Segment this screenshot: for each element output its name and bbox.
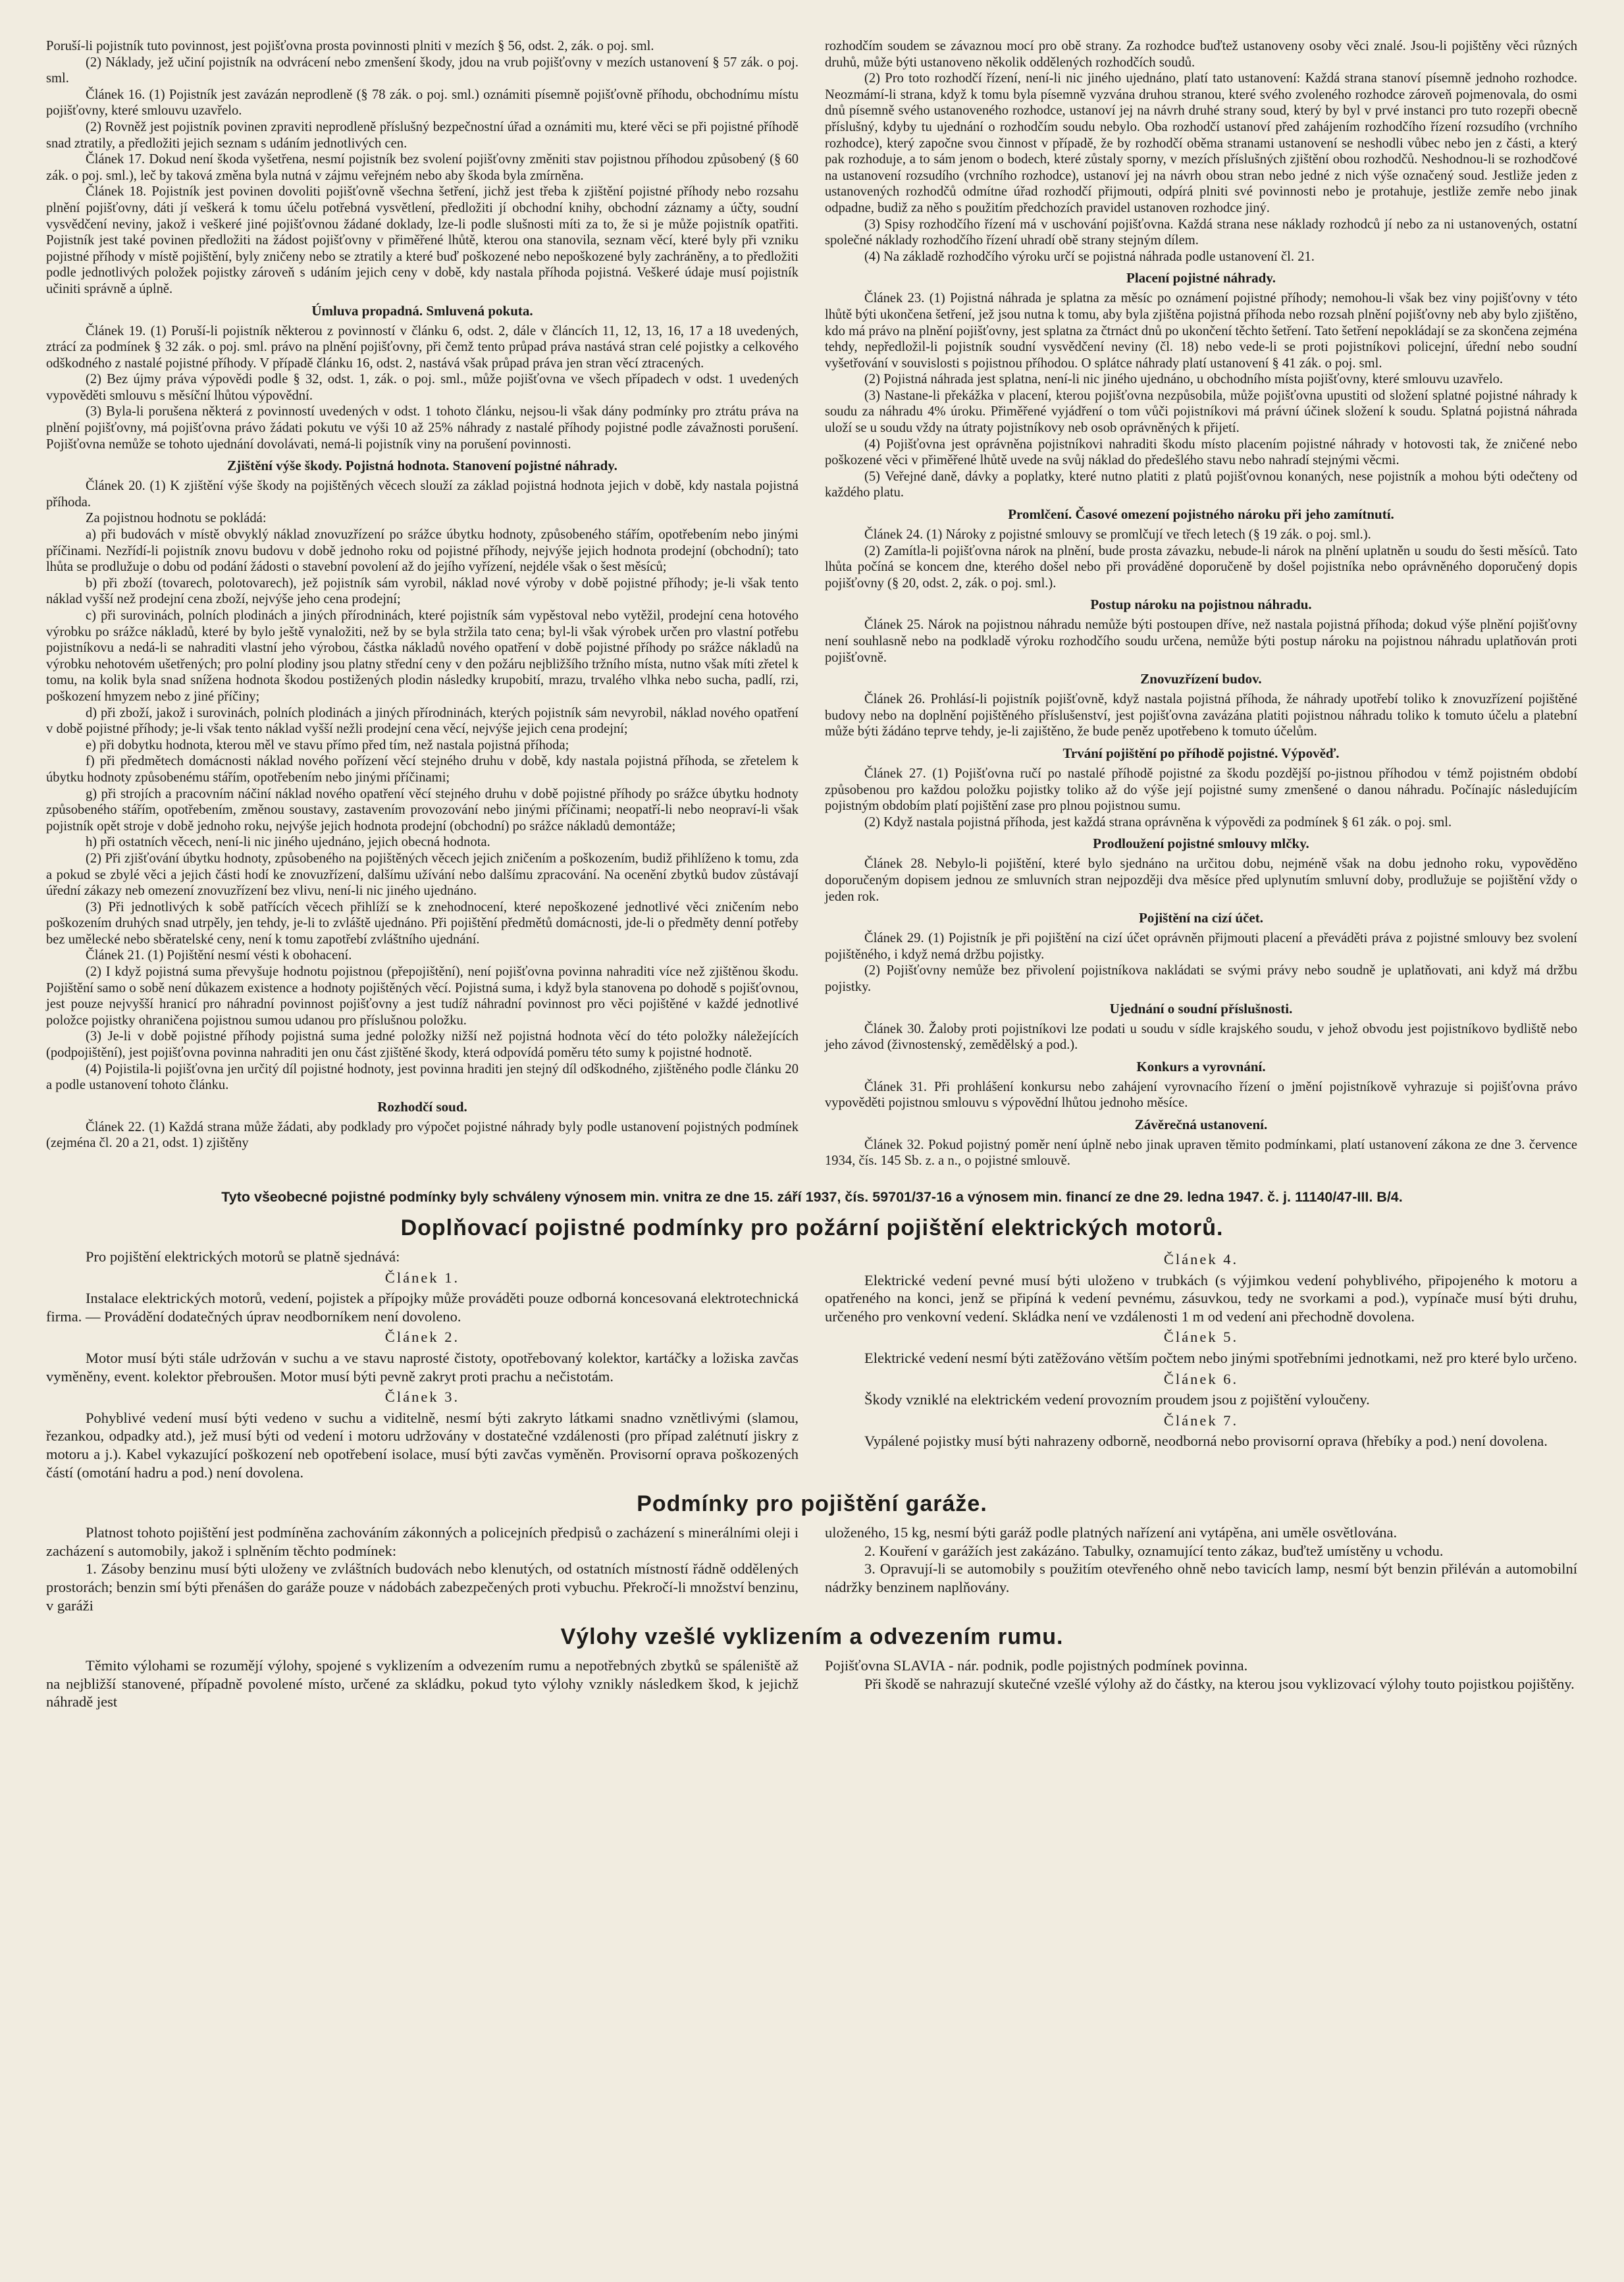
motors-left-column xyxy=(46,1248,799,1481)
paragraph: (2) Pojišťovny nemůže bez přivolení pojistníkova nakládati se svými právy nebo soudně je uplatňovati, ani když má držbu pojistky. xyxy=(825,963,1577,994)
article-heading: Článek 5. xyxy=(1163,1329,1239,1346)
paragraph: Škody vzniklé na elektrickém vedení provozním proudem jsou z pojištění vyloučeny. xyxy=(864,1391,1370,1408)
paragraph: Článek 26. Prohlásí-li pojistník pojišťovně, když nastala pojistná příhoda, že náhrady upotřebí toliko k znovuzřízení pojištěné budovy nebo na doplnění pojištěného příslušenství, jest pojišťovna zavázána platiti pojistnou náhradu toliko k tomuto účelu a platební může býti žádáno teprve tehdy, je-li zajištěno, že bude peněz upotřebeno k tomuto účelům. xyxy=(825,692,1577,739)
paragraph: g) při strojích a pracovním náčiní náklad nového opatření věcí stejného druhu v době pojistné příhody po srážce úbytku hodnoty způsobeného stářím, opotřebením, změnou soustavy, zastavením provozování nebo jinými příčinami; neopatří-li nebo neopraví-li však pojistník opět stroje v době jednoho roku, nejvýše jejich hodnota prodejní (obchodní) po srážce nákladů demontáže; xyxy=(46,786,799,834)
motors-right-column xyxy=(825,1248,1577,1481)
paragraph: Při škodě se nahrazují skutečné vzešlé výlohy až do částky, na kterou jsou vyklizovací výlohy touto pojistkou pojištěny. xyxy=(864,1675,1575,1692)
section-garages xyxy=(46,1491,1578,1614)
paragraph: Poruší-li pojistník tuto povinnost, jest pojišťovna prosta povinnosti plniti v mezích § 56, odst. 2, zák. o poj. sml. xyxy=(46,39,654,53)
section-heading: Pojištění na cizí účet. xyxy=(1139,910,1263,926)
left-column xyxy=(46,38,799,1169)
paragraph: 2. Kouření v garážích jest zakázáno. Tabulky, oznamující tento zákaz, buďtež umístěny u vchodu. xyxy=(864,1542,1444,1559)
paragraph: Článek 27. (1) Pojišťovna ručí po nastalé příhodě pojistné za škodu pozdější po-jistnou příhodou v témž pojistném období způsobenou pro každou položku pojistky toliko až do výše její pojistné sumy zmenšené o danou náhradu. Počínajíc následujícím pojistným obdobím platí pojištění zase pro plnou pojistnou sumu. xyxy=(825,766,1577,814)
paragraph: (2) Zamítla-li pojišťovna nárok na plnění, bude prosta závazku, nebude-li nárok na plnění uplatněn u soudu do šesti měsíců. Tato lhůta počíná se koncem dne, kterého došel nebo při prováděné doporučeně by došel pojistníka nebo oprávněného doporučený dopis pojišťovny (§ 20, odst. 2, zák. o poj. sml.). xyxy=(825,543,1577,591)
paragraph: rozhodčím soudem se závaznou mocí pro obě strany. Za rozhodce buďtež ustanoveny osoby věci znalé. Jsou-li pojištěny věci různých druhů, může býti ustanoveno několik oddělených rozhodčích soudů. xyxy=(825,39,1577,70)
article-heading: Článek 6. xyxy=(1163,1370,1239,1387)
section-debris-removal xyxy=(46,1624,1578,1711)
paragraph: (5) Veřejné daně, dávky a poplatky, které nutno platiti z platů pojišťovnou konaných, nese pojistník a mohou býti odečteny od každého platu. xyxy=(825,469,1577,500)
paragraph: f) při předmětech domácnosti náklad nového pořízení věcí stejného druhu v době, kdy nastala pojistná příhoda, se zřetelem k úbytku hodnoty způsobenému stářím, opotřebením nebo jinými příčinami; xyxy=(46,754,799,785)
paragraph: (3) Spisy rozhodčího řízení má v uschování pojišťovna. Každá strana nese náklady rozhodců jí nebo za ni ustanovených, ostatní společné náklady rozhodčího řízení uhradí obě strany stejným dílem. xyxy=(825,217,1577,248)
paragraph: 1. Zásoby benzinu musí býti uloženy ve zvláštních budovách nebo klenutých, od ostatních místností řádně oddělených prostorách; benzin smí býti přenášen do garáže pouze v nádobách zabezpečených proti vybuchu. Překročí-li množství benzinu, v garáži xyxy=(46,1560,799,1614)
article-heading: Článek 1. xyxy=(384,1269,460,1286)
section-heading: Zjištění výše škody. Pojistná hodnota. Stanovení pojistné náhrady. xyxy=(227,458,617,474)
paragraph: Vypálené pojistky musí býti nahrazeny odborně, neodborná nebo provisorní oprava (hřebíky a pod.) není dovolena. xyxy=(864,1433,1548,1450)
garages-left-column xyxy=(46,1524,799,1614)
article-heading: Článek 7. xyxy=(1163,1412,1239,1429)
paragraph: (3) Byla-li porušena některá z povinností uvedených v odst. 1 tohoto článku, nejsou-li však dány podmínky pro ztrátu práva na plnění pojišťovny, má pojišťovna právo žádati pokutu ve výši 10 až 25% náhrady z nastalé příhody pojistné podle závažnosti porušení. Pojišťovna nemůže se tohoto ujednání dovolávati, nemá-li pojistník viny na porušení povinnosti. xyxy=(46,404,799,452)
article-heading: Článek 3. xyxy=(384,1389,460,1406)
paragraph: 3. Opravují-li se automobily s použitím otevřeného ohně nebo tavicích lamp, nesmí být benzin přiléván a automobilní nádržky benzinem naplňovány. xyxy=(825,1560,1577,1595)
paragraph: b) při zboží (tovarech, polotovarech), jež pojistník sám vyrobil, náklad nové výroby v době pojistné příhody; je-li však tento náklad vyšší než prodejní cena zboží, nejvýše jeho cena prodejní; xyxy=(46,575,799,607)
section-heading: Znovuzřízení budov. xyxy=(1140,671,1262,687)
main-columns xyxy=(46,38,1578,1169)
paragraph: Článek 16. (1) Pojistník jest zavázán neprodleně (§ 78 zák. o poj. sml.) oznámiti písemně pojišťovně příhodu, obchodnímu místu pojišťovny, které smlouvu uzavřelo. xyxy=(46,87,799,119)
section-heading: Promlčení. Časové omezení pojistného nároku při jeho zamítnutí. xyxy=(1008,506,1394,523)
paragraph: Pojišťovna SLAVIA - nár. podnik, podle pojistných podmínek povinna. xyxy=(825,1657,1248,1674)
section-heading: Ujednání o soudní příslušnosti. xyxy=(1109,1000,1293,1017)
paragraph: Článek 24. (1) Nároky z pojistné smlouvy se promlčují ve třech letech (§ 19 zák. o poj. sml.). xyxy=(864,527,1371,543)
right-column xyxy=(825,38,1577,1169)
debris-left-column xyxy=(46,1657,799,1711)
debris-right-column xyxy=(825,1657,1577,1711)
paragraph: (3) Při jednotlivých k sobě patřících věcech přihlíží se k znehodnocení, které nepoškozené jednotlivé věci zničením nebo poškozením druhých snad utrpěly, jen tehdy, je-li to zvláště ujednáno. Při pojištění předmětů domácnosti, jde-li o předměty denní potřeby bez umělecké nebo sběratelské ceny, není k tomu zapotřebí zvláštního ujednání. xyxy=(46,899,799,947)
paragraph: Článek 25. Nárok na pojistnou náhradu nemůže býti postoupen dříve, než nastala pojistná příhoda; dokud výše plnění pojišťovny není souhlasně nebo na podkladě výroku rozhodčího soudu určena, nemůže býti postup nároku na pojistnou náhradu uplatňován proti pojišťovně. xyxy=(825,618,1577,665)
paragraph: Elektrické vedení pevné musí býti uloženo v trubkách (s výjimkou vedení pohyblivého, připojeného k motoru a opatřeného na konci, jenž se připíná k vedení pevnému, zásuvkou, tedy ne svorkami a pod.), vypínače musí býti druhu, určeného pro venkovní vedení. Skládka není ve vzdálenosti 1 m od vedení ani přechodně dovolena. xyxy=(825,1271,1577,1325)
paragraph: Instalace elektrických motorů, vedení, pojistek a přípojky může prováděti pouze odborná koncesovaná elektrotechnická firma. — Provádění dodatečných úprav neodborníkem není dovoleno. xyxy=(46,1290,799,1325)
paragraph: (2) Pojistná náhrada jest splatna, není-li nic jiného ujednáno, u obchodního místa pojišťovny, které smlouvu uzavřelo. xyxy=(864,372,1504,387)
article-heading: Článek 4. xyxy=(1163,1251,1239,1268)
paragraph: Pro pojištění elektrických motorů se platně sjednává: xyxy=(86,1248,400,1265)
paragraph: Článek 31. Při prohlášení konkursu nebo zahájení vyrovnacího řízení o jmění pojistníkově vyhrazuje si pojišťovna právo vypověděti pojistnou smlouvu s výpovědní lhůtou jednoho měsíce. xyxy=(825,1079,1577,1111)
paragraph: (4) Na základě rozhodčího výroku určí se pojistná náhrada podle ustanovení čl. 21. xyxy=(864,249,1315,264)
paragraph: Článek 30. Žaloby proti pojistníkovi lze podati u soudu v sídle krajského soudu, v jehož obvodu jest pojistníkovo bydliště nebo jeho závod (živnostenský, zemědělský a pod.). xyxy=(825,1021,1577,1053)
paragraph: Pohyblivé vedení musí býti vedeno v suchu a viditelně, nesmí býti zakryto látkami snadno vznětlivými (slamou, řezankou, odpadky atd.), jež musí býti od vedení i motoru udržovány v dostatečné vzdálenosti (pro případ zalétnutí jiskry z motoru a j.). Kabel vykazující poškození neb opotřebení isolace, musí býti zavčas vyměněn. Provisorní oprava poškozených částí (omotání hadru a pod.) není dovolena. xyxy=(46,1409,799,1481)
paragraph: Článek 32. Pokud pojistný poměr není úplně nebo jinak upraven těmito podmínkami, platí ustanovení zákona ze dne 3. července 1934, čís. 145 Sb. z. a n., o pojistné smlouvě. xyxy=(825,1137,1577,1169)
paragraph: (2) Když nastala pojistná příhoda, jest každá strana oprávněna k výpovědi za podmínek § 61 zák. o poj. sml. xyxy=(864,814,1452,830)
paragraph: Článek 21. (1) Pojištění nesmí vésti k obohacení. xyxy=(86,948,352,963)
paragraph: (4) Pojistila-li pojišťovna jen určitý díl pojistné hodnoty, jest povinna hraditi jen stejný díl odškodného, zjištěného podle článku 20 a podle ustanovení tohoto článku. xyxy=(46,1061,799,1093)
section-heading: Rozhodčí soud. xyxy=(377,1098,467,1115)
section-heading: Konkurs a vyrovnání. xyxy=(1136,1058,1266,1075)
paragraph: Článek 29. (1) Pojistník je při pojištění na cizí účet oprávněn přijmouti placení a převáděti práva z pojistné smlouvy bez svolení pojištěného, i když nemá držbu pojistky. xyxy=(825,931,1577,962)
section-heading: Trvání pojištění po příhodě pojistné. Výpověď. xyxy=(1062,745,1340,761)
section-electric-motors xyxy=(46,1215,1578,1481)
paragraph: (4) Pojišťovna jest oprávněna pojistníkovi nahraditi škodu místo placením pojistné náhrady v hotovosti tak, že zničené nebo poškozené věci v přiměřené lhůtě uvede na svůj náklad do předešlého stavu nebo nahradí stejnými věcmi. xyxy=(825,437,1577,468)
paragraph: c) při surovinách, polních plodinách a jiných přírodninách, které pojistník sám vypěstoval nebo vytěžil, prodejní cena hotového výrobku po srážce nákladů, které by bylo ještě vynaložiti, než by se byla stržila tato cena; byl-li však výrobek určen pro vlastní potřebu pojistníkovu a nedá-li se nahraditi vlastní jeho výrobou, částka nákladů nového opatření v době pojistné příhody po srážce nákladů na výrobku nehotovém ušetřených; pro polní plodiny jsou platny střední ceny v den požáru nejbližšího tržního místa, nutno však míti zřetel k tomu, na kolik byla snad snížena hodnota škodou postižených plodin následky krupobití, mrazu, trvalého vlhka nebo sucha, padlí, rzi, poškození hmyzem nebo z jiné příčiny; xyxy=(46,608,799,704)
paragraph: Článek 17. Dokud není škoda vyšetřena, nesmí pojistník bez svolení pojišťovny změniti stav pojistnou příhodou způsobený (§ 60 zák. o poj. sml.), leč by taková změna byla nutná v zájmu veřejném nebo aby škoda byla zmírněna. xyxy=(46,152,799,183)
paragraph: Článek 19. (1) Poruší-li pojistník některou z povinností v článku 6, odst. 2, dále v článcích 11, 12, 13, 16, 17 a 18 uvedených, ztrácí za podmínek § 32 zák. o poj. sml. právo na plnění pojišťovny, při čemž tento průpad práva nastává stran celé pojistky a celkového odškodného z nastalé pojistné příhody. V případě článku 16, odst. 2, nastává však průpad práva jen stran věcí ztracených. xyxy=(46,323,799,371)
paragraph: Článek 28. Nebylo-li pojištění, které bylo sjednáno na určitou dobu, nejméně však na dobu jednoho roku, vypověděno doporučeným dopisem jednou ze smluvních stran nejpozději dva měsíce před uplynutím smluvní doby, prodlužuje se pojištění vždy o jeden rok. xyxy=(825,857,1577,904)
paragraph: a) při budovách v místě obvyklý náklad znovuzřízení po srážce úbytku hodnoty, způsobeného stářím, opotřebením nebo jinými příčinami. Nezřídí-li pojistník znovu budovu v době jednoho roku od pojistné příhody, nejvýše jejich hodnota prodejní (obchodní); tato lhůta se prodlužuje o dobu od podání žádosti o stavební povolení až do jejího vyřízení, nejdéle však o šest měsíců; xyxy=(46,527,799,575)
paragraph: (2) Rovněž jest pojistník povinen zpraviti neprodleně příslušný bezpečnostní úřad a oznámiti mu, které věci se při pojistné příhodě snad ztratily, a předložiti jejich seznam s udáním jednotlivých cen. xyxy=(46,119,799,151)
section-title-motors: Doplňovací pojistné podmínky pro požární pojištění elektrických motorů. xyxy=(400,1215,1224,1241)
section-heading: Prodloužení pojistné smlouvy mlčky. xyxy=(1093,836,1309,852)
paragraph: Platnost tohoto pojištění jest podmíněna zachováním zákonných a policejních předpisů o zacházení s minerálními oleji i zacházení s automobily, jakož i splněním těchto podmínek: xyxy=(46,1524,799,1559)
paragraph: (2) Náklady, jež učiní pojistník na odvrácení nebo zmenšení škody, jdou na vrub pojišťovny v mezích ustanovení § 57 zák. o poj. sml. xyxy=(46,55,799,86)
paragraph: Článek 18. Pojistník jest povinen dovoliti pojišťovně všechna šetření, jichž jest třeba k zjištění pojistné příhody nebo rozsahu plnění pojišťovny, dáti jí veškerá k tomu účelu potřebná vysvětlení, předložiti jí obchodní knihy, obchodní záznamy a účty, soudní vysvědčení neviny, jakož i veškeré jiné pojišťovnou žádané doklady, lze-li podle slušnosti míti za to, že si je může pojistník opatřiti. Pojistník jest také povinen předložiti na žádost pojišťovny v přiměřené lhůtě, kterou ona stanovila, seznam věcí, které byly při vzniku pojistné příhody v místě pojištění, byly zničeny nebo se ztratily a které buď poškozené nebo nepoškozené byly zachráněny, a to předložiti podle jednotlivých položek pojistky zároveň s udáním jejich ceny v době, kdy nastala příhoda pojistná. Veškeré údaje musí pojistník učiniti správně a úplně. xyxy=(46,184,799,296)
paragraph: Článek 23. (1) Pojistná náhrada je splatna za měsíc po oznámení pojistné příhody; nemohou-li však bez viny pojišťovny v této lhůtě býti ukončena šetření, jež jsou nutna k tomu, aby byla zjištěna pojistná příhoda nebo rozsah plnění pojišťovny neb aby bylo zjištěno, kdo má právo na plnění pojišťovny, jest splatna za čtrnáct dnů po ukončení těchto šetření. Tato šetření nepokládají se za skončena zejména tehdy, nepředložil-li pojistník soudní vysvědčení neviny (čl. 18) nebo vede-li se proti pojistníkovi policejní, úřední nebo soudní vyšetřování v souvislosti s pojistnou příhodou. O splátce náhrady platí ustanovení § 41 zák. o poj. sml. xyxy=(825,291,1577,371)
article-heading: Článek 2. xyxy=(384,1329,460,1346)
paragraph: (2) I když pojistná suma převyšuje hodnotu pojistnou (přepojištění), není pojišťovna povinna nahraditi více než zjištěnou škodu. Pojištění samo o sobě není důkazem existence a hodnoty pojištěných věcí. Pojistná suma, i když byla stanovena po dohodě s pojišťovnou, jest pouze nejvyšší hranicí pro náhradní povinnost pojišťovny a jest tudíž náhradní povinnost pro věci pojištěné v každé jednotlivé položce pojistky ohraničena pojistnou sumou udanou pro příslušnou položku. xyxy=(46,965,799,1028)
paragraph: e) při dobytku hodnota, kterou měl ve stavu přímo před tím, než nastala pojistná příhoda; xyxy=(86,737,569,753)
paragraph: (3) Je-li v době pojistné příhody pojistná suma jedné položky nižší než pojistná hodnota věcí do této položky náležejících (podpojištění), jest pojišťovna povinna nahraditi jen onu část zjištěné škody, která odpovídá poměru této sumy k pojistné hodnotě. xyxy=(46,1029,799,1061)
paragraph: Za pojistnou hodnotu se pokládá: xyxy=(86,511,267,526)
paragraph: d) při zboží, jakož i surovinách, polních plodinách a jiných přírodninách, kterých pojistník sám nevyrobil, náklad nového opatření v době pojistné příhody; je-li však tento náklad vyšší nežli prodejní cena věcí, nejvýše jejich cena prodejní; xyxy=(46,705,799,737)
section-title-garages: Podmínky pro pojištění garáže. xyxy=(637,1491,987,1517)
section-heading: Úmluva propadná. Smluvená pokuta. xyxy=(311,302,533,319)
paragraph: Elektrické vedení nesmí býti zatěžováno větším počtem nebo jinými spotřebními jednotkami, než pro které bylo určeno. xyxy=(864,1350,1577,1367)
paragraph: (2) Pro toto rozhodčí řízení, není-li nic jiného ujednáno, platí tato ustanovení: Každá strana stanoví písemně jednoho rozhodce. Neozmámí-li strana, když k tomu byla písemně vyzvána druhou stranou, které svého zvoleného rozhodce zároveň pojmenovala, do osmi dnů písemně svého ustanoveného rozhodce, ustanoví jej na návrh druhé strany soud, který by byl v prvé instanci pro tuto rozepři obecně příslušný, kdyby tu ujednání o rozhodčím soudu nebylo. Oba rozhodčí ustanoví před zahájením rozhodčího řízení rozsudího (vrchního rozhodce), který započne svou činnost v případě, že by rozhodčí oběma stranami ustanovení se neshodli vůbec nebo jen z části, a který pak rozhoduje, a to sám jenom o bodech, které zůstaly sporny, v mezích příslušných zjištění obou rozhodčů. Neshodnou-li se rozhodčové na ustanovení rozsudího (vrchního rozhodce), ustanoví jej na návrh obou stran nebo jedné z nich výše označený soud. Jestliže jeden z ustanovených rozhodčů odmítne úřad rozhodčí přijmouti, odpírá plniti své povinnosti nebo je protahuje, jestliže zemře nebo jinak odpadne, budiž za něho s použitím předchozích pravidel ustanoven rozhodce jiný. xyxy=(825,71,1577,215)
paragraph: Motor musí býti stále udržován v suchu a ve stavu naprosté čistoty, opotřebovaný kolektor, kartáčky a ložiska zavčas vyměněny, event. kolektor přebroušen. Motor musí býti pevně zakryt proti prachu a nečistotám. xyxy=(46,1350,799,1385)
paragraph: Těmito výlohami se rozumějí výlohy, spojené s vyklizením a odvezením rumu a nepotřebných zbytků se spáleniště až na nejbližší stanovené, případně povolené místo, určené za skládku, pokud tyto výlohy vznikly následkem škod, k jejichž náhradě jest xyxy=(46,1657,799,1711)
paragraph: uloženého, 15 kg, nesmí býti garáž podle platných nařízení ani vytápěna, ani uměle osvětlována. xyxy=(825,1524,1398,1541)
section-title-debris: Výlohy vzešlé vyklizením a odvezením rumu. xyxy=(560,1624,1064,1650)
paragraph: (3) Nastane-li překážka v placení, kterou pojišťovna nezpůsobila, může pojišťovna upustiti od složení splatné pojistné náhrady k soudu za náhradu 4% úroku. Přiměřené vyjádření o tom vůči pojistníkovi má právní účinek složení k soudu. Splatná pojistná náhrada uloží se u soudu vždy na útraty pojistníkovy neb osob oprávněných k přijetí. xyxy=(825,388,1577,436)
paragraph: Článek 22. (1) Každá strana může žádati, aby podklady pro výpočet pojistné náhrady byly podle ustanovení pojistných podmínek (zejména čl. 20 a 21, odst. 1) zjištěny xyxy=(46,1119,799,1151)
paragraph: h) při ostatních věcech, není-li nic jiného ujednáno, jejich obecná hodnota. xyxy=(86,835,490,850)
approval-note: Tyto všeobecné pojistné podmínky byly schváleny výnosem min. vnitra ze dne 15. září 1937, čís. 59701/37-16 a výnosem min. financí ze dne 29. ledna 1947. č. j. 11140/47-III. B/4. xyxy=(221,1189,1403,1206)
section-heading: Závěrečná ustanovení. xyxy=(1134,1116,1268,1132)
garages-right-column xyxy=(825,1524,1577,1614)
paragraph: (2) Bez újmy práva výpovědi podle § 32, odst. 1, zák. o poj. sml., může pojišťovna ve všech případech v odst. 1 uvedených vypověděti smlouvu s měsíční lhůtou výpovědní. xyxy=(46,372,799,403)
paragraph: Článek 20. (1) K zjištění výše škody na pojištěných věcech slouží za základ pojistná hodnota jejich v době, kdy nastala pojistná příhoda. xyxy=(46,479,799,510)
paragraph: (2) Při zjišťování úbytku hodnoty, způsobeného na pojištěných věcech jejich zničením a poškozením, budiž přihlíženo k tomu, zda a pokud se zbylé věci a jejich části hodí ke znovuzřízení, dalšímu užívání nebo dalšímu zpracování. Na ocenění zbytků budov zůstávají úřední zákazy neb omezení znovuzřízení bez vlivu, není-li nic jiného ujednáno. xyxy=(46,851,799,899)
section-heading: Placení pojistné náhrady. xyxy=(1126,270,1276,286)
section-heading: Postup nároku na pojistnou náhradu. xyxy=(1090,597,1312,613)
